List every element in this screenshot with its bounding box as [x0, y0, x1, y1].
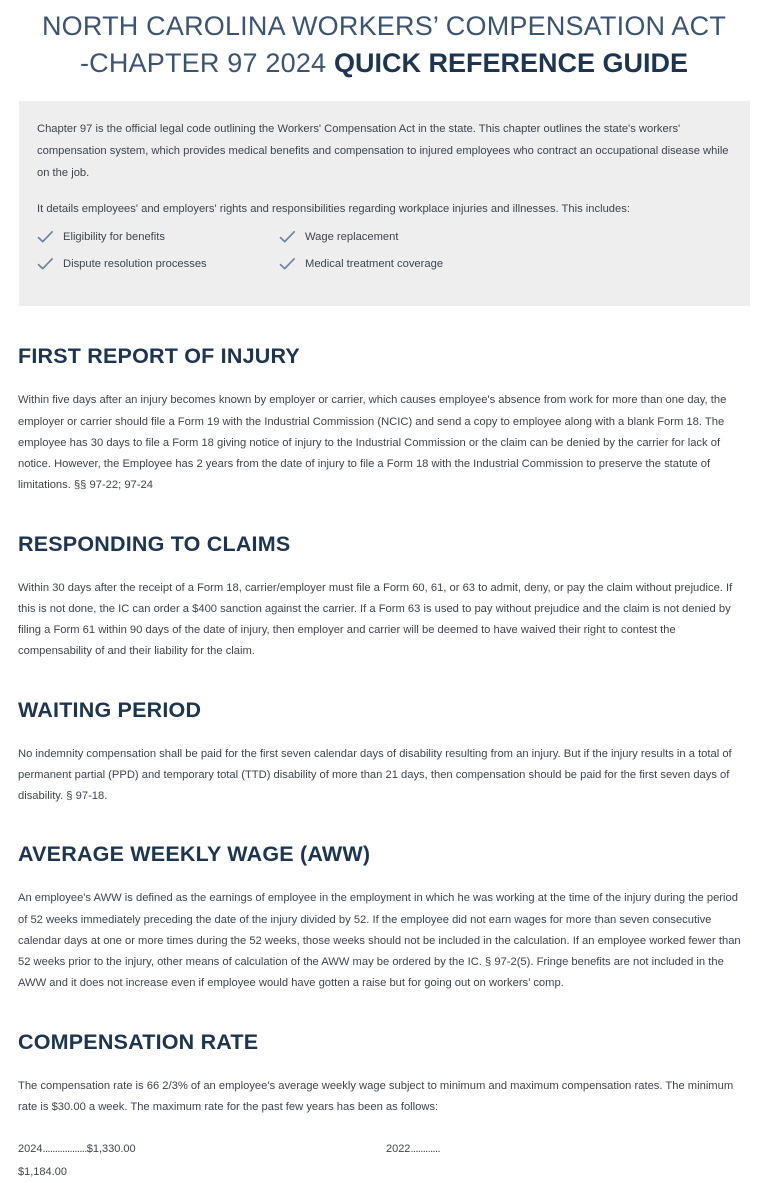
check-icon — [37, 257, 54, 271]
rate-dots: .................. — [42, 1143, 87, 1156]
list-item — [33, 257, 275, 271]
table-row — [18, 1162, 750, 1183]
list-item-label: Wage replacement — [305, 230, 399, 243]
section-heading: WAITING PERIOD — [18, 697, 202, 722]
check-icon — [279, 230, 296, 244]
section-average-weekly-wage — [0, 841, 768, 994]
rate-dots: ............ — [410, 1143, 440, 1156]
page-title-line-2 — [14, 46, 754, 81]
check-icon — [279, 257, 296, 271]
intro-paragraph-2: It details employees' and employers' rights and responsibilities regarding workplace injuries and illnesses. This includes: — [37, 202, 630, 215]
rate-value: $1,330.00 — [86, 1143, 136, 1156]
compensation-rate-list — [18, 1139, 750, 1183]
page-title-line-2-light: -CHAPTER 97 2024 — [79, 47, 334, 78]
list-item — [275, 257, 517, 271]
rate-overflow-value: $1,184.00 — [18, 1165, 67, 1178]
section-waiting-period — [0, 697, 768, 808]
intro-checklist — [33, 230, 734, 284]
section-compensation-rate — [0, 1029, 768, 1183]
intro-paragraph-1: Chapter 97 is the official legal code outlining the Workers' Compensation Act in the state. This chapter outlines the state's workers' compensation system, which provides medical benefits and compensation to injured employees who contract an occupational disease while on the job. — [37, 123, 729, 179]
list-item-label: Medical treatment coverage — [305, 257, 444, 270]
rate-year: 2022 — [385, 1143, 411, 1156]
section-body: No indemnity compensation shall be paid for the first seven calendar days of disability resulting from an injury. But if the injury results in a total of permanent partial (PPD) and temporary total (TTD) disability of more than 21 days, then compensation should be paid for the first seven days of disability. § 97-18. — [18, 747, 732, 803]
rate-year: 2024 — [18, 1143, 43, 1156]
section-first-report-of-injury — [0, 343, 768, 496]
page-title-line-1: NORTH CAROLINA WORKERS’ COMPENSATION ACT — [41, 11, 727, 41]
list-item — [33, 230, 275, 244]
table-row — [18, 1139, 750, 1160]
list-item-label: Dispute resolution processes — [63, 257, 207, 270]
check-icon — [37, 230, 54, 244]
intro-panel — [19, 101, 750, 306]
section-body: Within 30 days after the receipt of a Form 18, carrier/employer must file a Form 60, 61, or 63 to admit, deny, or pay the claim without prejudice. If this is not done, the IC can order a $400 sanction against the carrier. If a Form 63 is used to pay without prejudice and the claim is not denied by filing a Form 61 within 90 days of the date of injury, then employer and carrier will be deemed to have waived their right to contest the compensability of and their liability for the claim. — [18, 581, 733, 658]
section-responding-to-claims — [0, 531, 768, 663]
section-heading: AVERAGE WEEKLY WAGE (AWW) — [18, 842, 371, 867]
section-heading: RESPONDING TO CLAIMS — [18, 531, 291, 556]
rate-entry-left — [18, 1139, 384, 1160]
list-item — [275, 230, 517, 244]
section-body: The compensation rate is 66 2/3% of an employee's average weekly wage subject to minimum and maximum compensation rates. The minimum rate is $30.00 a week. The maximum rate for the past few years has been as follows: — [18, 1079, 734, 1113]
section-heading: COMPENSATION RATE — [18, 1029, 259, 1054]
section-body: An employee's AWW is defined as the earnings of employee in the employment in which he was working at the time of the injury during the period of 52 weeks immediately preceding the date of the injury divided by 52. If the employee did not earn wages for more than seven consecutive calendar days at one or more times during the 52 weeks, those weeks should not be included in the calculation. If an employee worked fewer than 52 weeks prior to the injury, other means of calculation of the AWW may be ordered by the IC. § 97-2(5). Fringe benefits are not included in the AWW and it does not increase even if employee would have gotten a raise but for going out on workers’ comp. — [18, 892, 741, 990]
page-title — [0, 0, 768, 80]
rate-entry-right — [384, 1139, 750, 1160]
list-item-label: Eligibility for benefits — [63, 230, 165, 243]
section-body: Within five days after an injury becomes known by employer or carrier, which causes employee's absence from work for more than one day, the employer or carrier should file a Form 19 with the Industrial Commission (NCIC) and send a copy to employee along with a blank Form 18. The employee has 30 days to file a Form 18 giving notice of injury to the Industrial Commission or the claim can be denied by the carrier for lack of notice. However, the Employee has 2 years from the date of injury to file a Form 18 with the Industrial Commission to preserve the statute of limitations. §§ 97-22; 97-24 — [18, 394, 727, 492]
page-title-line-2-bold: QUICK REFERENCE GUIDE — [333, 47, 689, 78]
section-heading: FIRST REPORT OF INJURY — [18, 344, 300, 369]
